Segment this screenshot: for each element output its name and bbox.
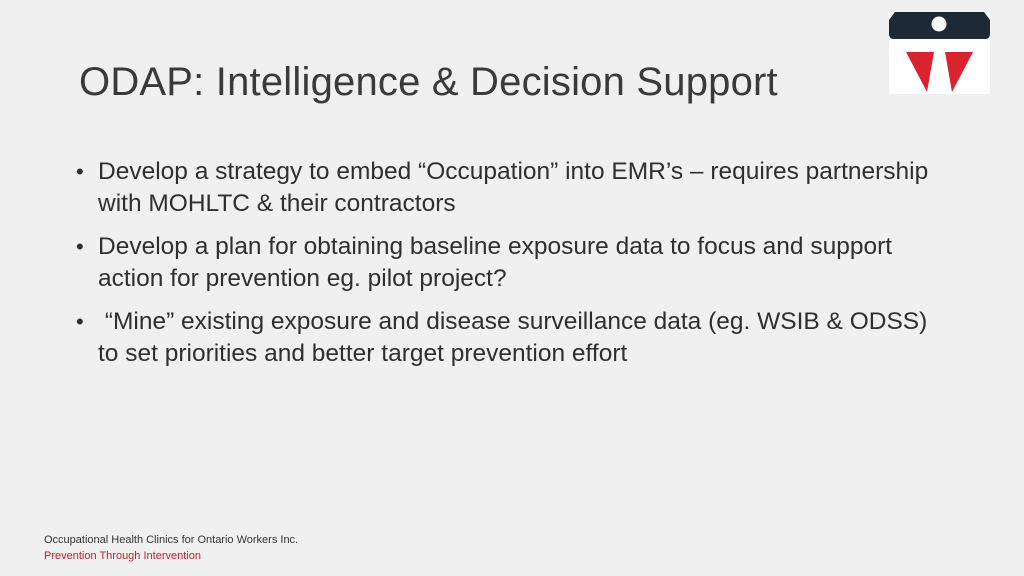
bullet-marker: • — [76, 159, 84, 184]
slide-title: ODAP: Intelligence & Decision Support — [79, 60, 778, 104]
bullet-marker: • — [76, 309, 84, 334]
ohcow-logo-icon — [889, 12, 990, 94]
bullet-marker: • — [76, 234, 84, 259]
bullet-list — [76, 156, 946, 381]
bullet-item — [76, 306, 946, 370]
slide-footer — [44, 532, 298, 564]
bullet-text: “Mine” existing exposure and disease surveillance data (eg. WSIB & ODSS) to set priorities and better target prevention effort — [98, 308, 935, 367]
bullet-text: Develop a strategy to embed “Occupation” into EMR’s – requires partnership with MOHLTC & their contractors — [98, 158, 929, 217]
bullet-text: Develop a plan for obtaining baseline exposure data to focus and support action for prevention eg. pilot project? — [98, 233, 893, 292]
bullet-item — [76, 156, 946, 220]
footer-tagline: Prevention Through Intervention — [44, 550, 201, 562]
footer-organization: Occupational Health Clinics for Ontario Workers Inc. — [44, 534, 299, 546]
bullet-item — [76, 231, 946, 295]
